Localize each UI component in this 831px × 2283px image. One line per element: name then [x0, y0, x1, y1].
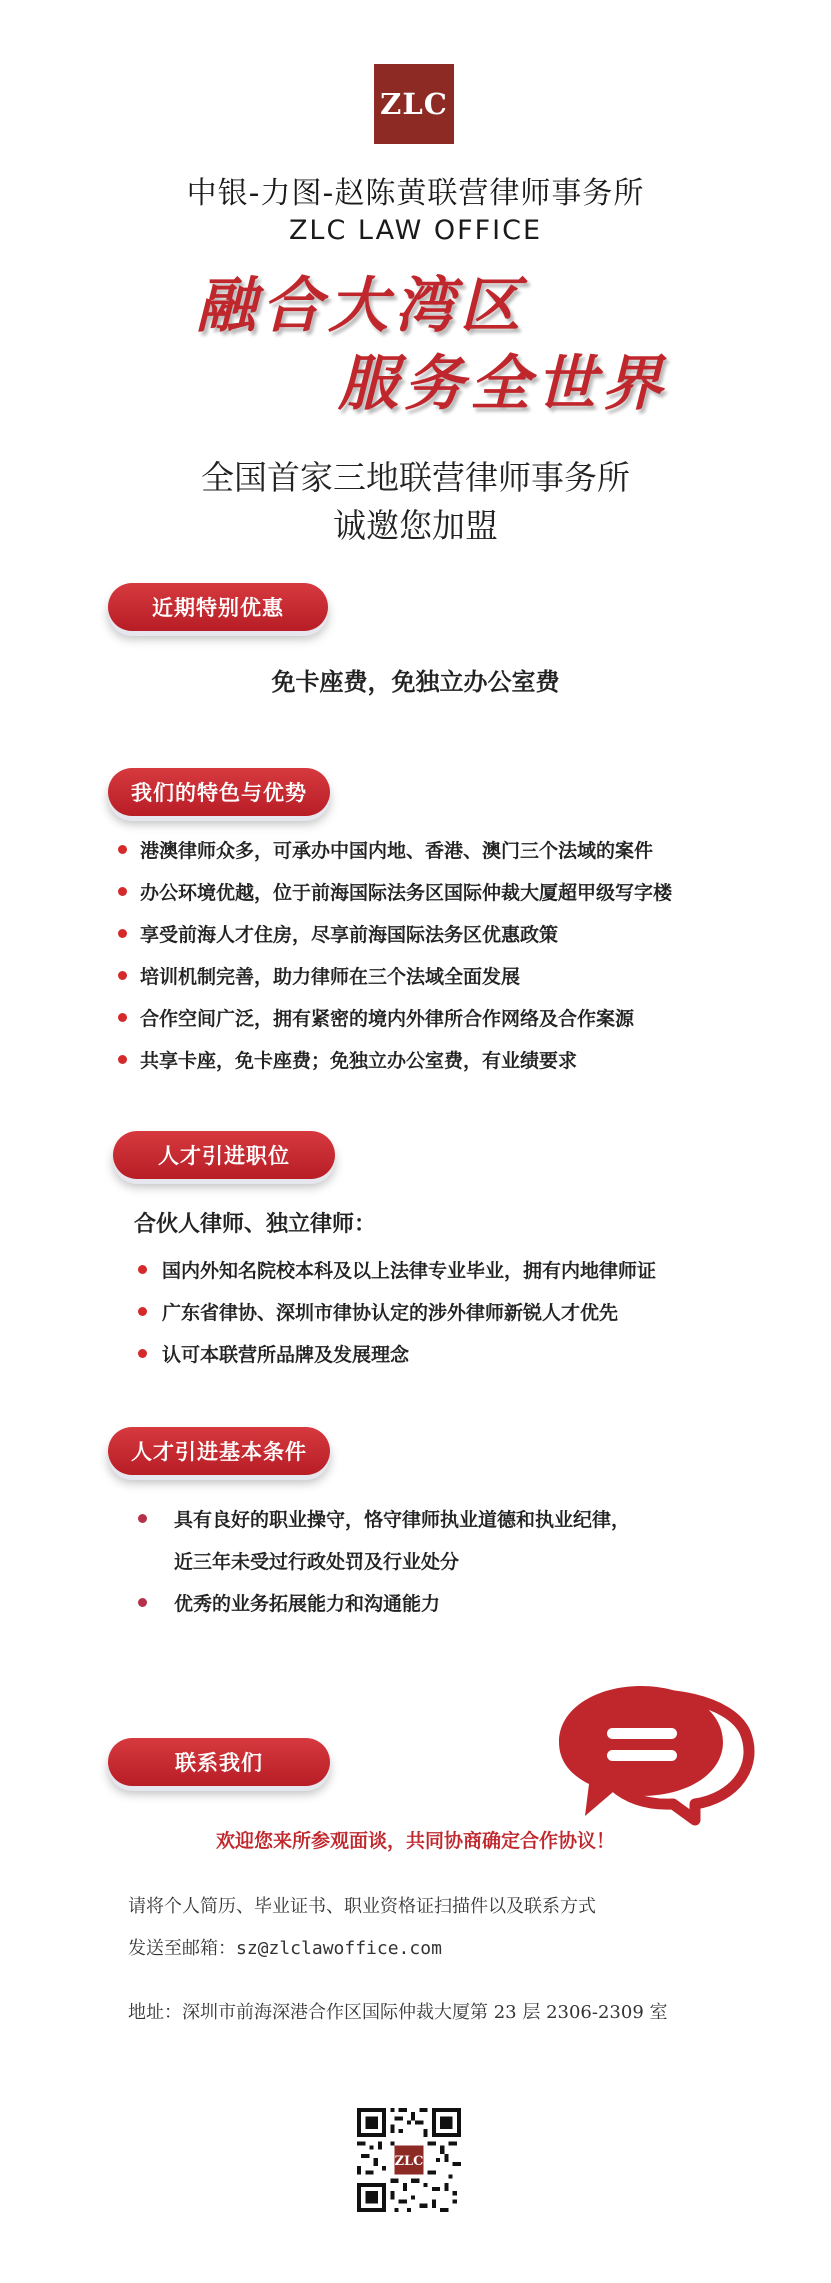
- list-item: 具有良好的职业操守，恪守律师执业道德和执业纪律， 近三年未受过行政处罚及行业处分: [174, 1505, 630, 1589]
- list-item: 广东省律协、深圳市律协认定的涉外律师新锐人才优先: [162, 1298, 656, 1340]
- section-features-title: 我们的特色与优势: [108, 768, 330, 816]
- contact-instructions: 请将个人简历、毕业证书、职业资格证扫描件以及联系方式: [128, 1896, 596, 1917]
- slogan-line-2: 服务全世界: [338, 349, 668, 419]
- requirements-list: [174, 1505, 630, 1631]
- bullet-dot: [118, 929, 127, 938]
- list-item: 享受前海人才住房，尽享前海国际法务区优惠政策: [140, 920, 672, 962]
- qr-code[interactable]: [357, 2108, 461, 2212]
- chat-bubbles-icon: [545, 1670, 765, 1840]
- bullet-dot: [138, 1265, 147, 1274]
- contact-welcome: 欢迎您来所参观面谈，共同协商确定合作协议！: [215, 1830, 615, 1852]
- logo-text: ZLC: [380, 87, 448, 121]
- email-label: 发送至邮箱：: [128, 1938, 236, 1959]
- firm-name-cn: 中银-力图-赵陈黄联营律师事务所: [186, 176, 645, 211]
- positions-list: [162, 1256, 656, 1382]
- section-requirements-title: 人才引进基本条件: [108, 1427, 330, 1475]
- bullet-dot: [138, 1598, 147, 1607]
- list-item: 认可本联营所品牌及发展理念: [162, 1340, 656, 1382]
- list-item: 优秀的业务拓展能力和沟通能力: [174, 1589, 630, 1631]
- list-item: 合作空间广泛，拥有紧密的境内外律所合作网络及合作案源: [140, 1004, 672, 1046]
- section-contact-title: 联系我们: [108, 1738, 330, 1786]
- section-offer-title: 近期特别优惠: [108, 583, 328, 631]
- list-item: 共享卡座，免卡座费；免独立办公室费，有业绩要求: [140, 1046, 672, 1088]
- bullet-dot: [118, 887, 127, 896]
- positions-subtitle: 合伙人律师、独立律师：: [134, 1212, 377, 1237]
- email-link[interactable]: sz@zlclawoffice.com: [236, 1938, 442, 1959]
- contact-email-row: [128, 1934, 442, 1960]
- section-positions-title: 人才引进职位: [113, 1131, 335, 1179]
- bullet-dot: [138, 1349, 147, 1358]
- zlc-logo: [374, 64, 454, 144]
- bullet-dot: [118, 971, 127, 980]
- bullet-dot: [138, 1307, 147, 1316]
- bullet-dot: [118, 845, 127, 854]
- contact-address: 地址：深圳市前海深港合作区国际仲裁大厦第 23 层 2306-2309 室: [128, 2002, 668, 2023]
- list-item: 国内外知名院校本科及以上法律专业毕业，拥有内地律师证: [162, 1256, 656, 1298]
- list-item: 培训机制完善，助力律师在三个法域全面发展: [140, 962, 672, 1004]
- invite-line-1: 全国首家三地联营律师事务所: [201, 458, 630, 497]
- slogan-line-1: 融合大湾区: [196, 271, 526, 341]
- bullet-dot: [118, 1055, 127, 1064]
- offer-text: 免卡座费，免独立办公室费: [271, 667, 560, 696]
- list-item: 办公环境优越，位于前海国际法务区国际仲裁大厦超甲级写字楼: [140, 878, 672, 920]
- list-item: 港澳律师众多，可承办中国内地、香港、澳门三个法域的案件: [140, 836, 672, 878]
- features-list: [140, 836, 672, 1088]
- bullet-dot: [138, 1514, 147, 1523]
- firm-name-en: ZLC LAW OFFICE: [288, 215, 543, 246]
- bullet-dot: [118, 1013, 127, 1022]
- qr-center-logo: ZLC: [394, 2153, 424, 2169]
- invite-line-2: 诚邀您加盟: [333, 506, 498, 545]
